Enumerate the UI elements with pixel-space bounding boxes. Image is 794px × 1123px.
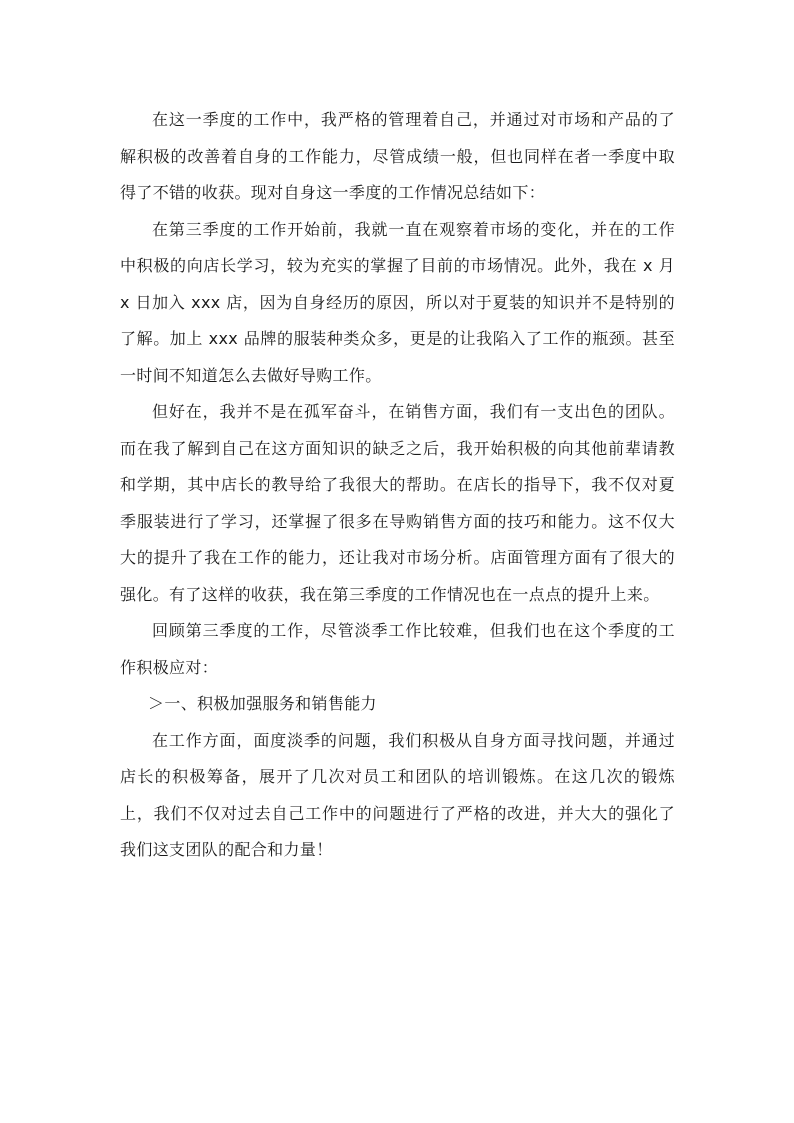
section-heading-service: ＞一、积极加强服务和销售能力 (148, 694, 377, 713)
document-page (120, 102, 675, 869)
paragraph-team: 但好在，我并不是在孤军奋斗，在销售方面，我们有一支出色的团队。而在我了解到自己在这方面知识的缺乏之后，我开始积极的向其他前辈请教和学期，其中店长的教导给了我很大的帮助。在店长的指导下，我不仅对夏季服装进行了学习，还掌握了很多在导购销售方面的技巧和能力。这不仅大大的提升了我在工作的能力，还让我对市场分析。店面管理方面有了很大的强化。有了这样的收获，我在第三季度的工作情况也在一点点的提升上来。 (120, 402, 675, 604)
paragraph-review: 回顾第三季度的工作，尽管淡季工作比较难，但我们也在这个季度的工作积极应对： (120, 621, 675, 677)
paragraph-intro: 在这一季度的工作中，我严格的管理着自己，并通过对市场和产品的了解积极的改善着自身的工作能力，尽管成绩一般，但也同样在者一季度中取得了不错的收获。现对自身这一季度的工作情况总结如下： (120, 110, 675, 202)
paragraph-q3-start: 在第三季度的工作开始前，我就一直在观察着市场的变化，并在的工作中积极的向店长学习，较为充实的掌握了目前的市场情况。此外，我在 x 月 x 日加入 xxx 店，因为自身经历的原因，所以对于夏装的知识并不是特别的了解。加上 xxx 品牌的服装种类众多，更是的让我陷入了工作的瓶颈。甚至一时间不知道怎么去做好导购工作。 (120, 219, 675, 385)
paragraph-training: 在工作方面，面度淡季的问题，我们积极从自身方面寻找问题，并通过店长的积极筹备，展开了几次对员工和团队的培训锻炼。在这几次的锻炼上，我们不仅对过去自己工作中的问题进行了严格的改进，并大大的强化了我们这支团队的配合和力量！ (120, 730, 675, 859)
